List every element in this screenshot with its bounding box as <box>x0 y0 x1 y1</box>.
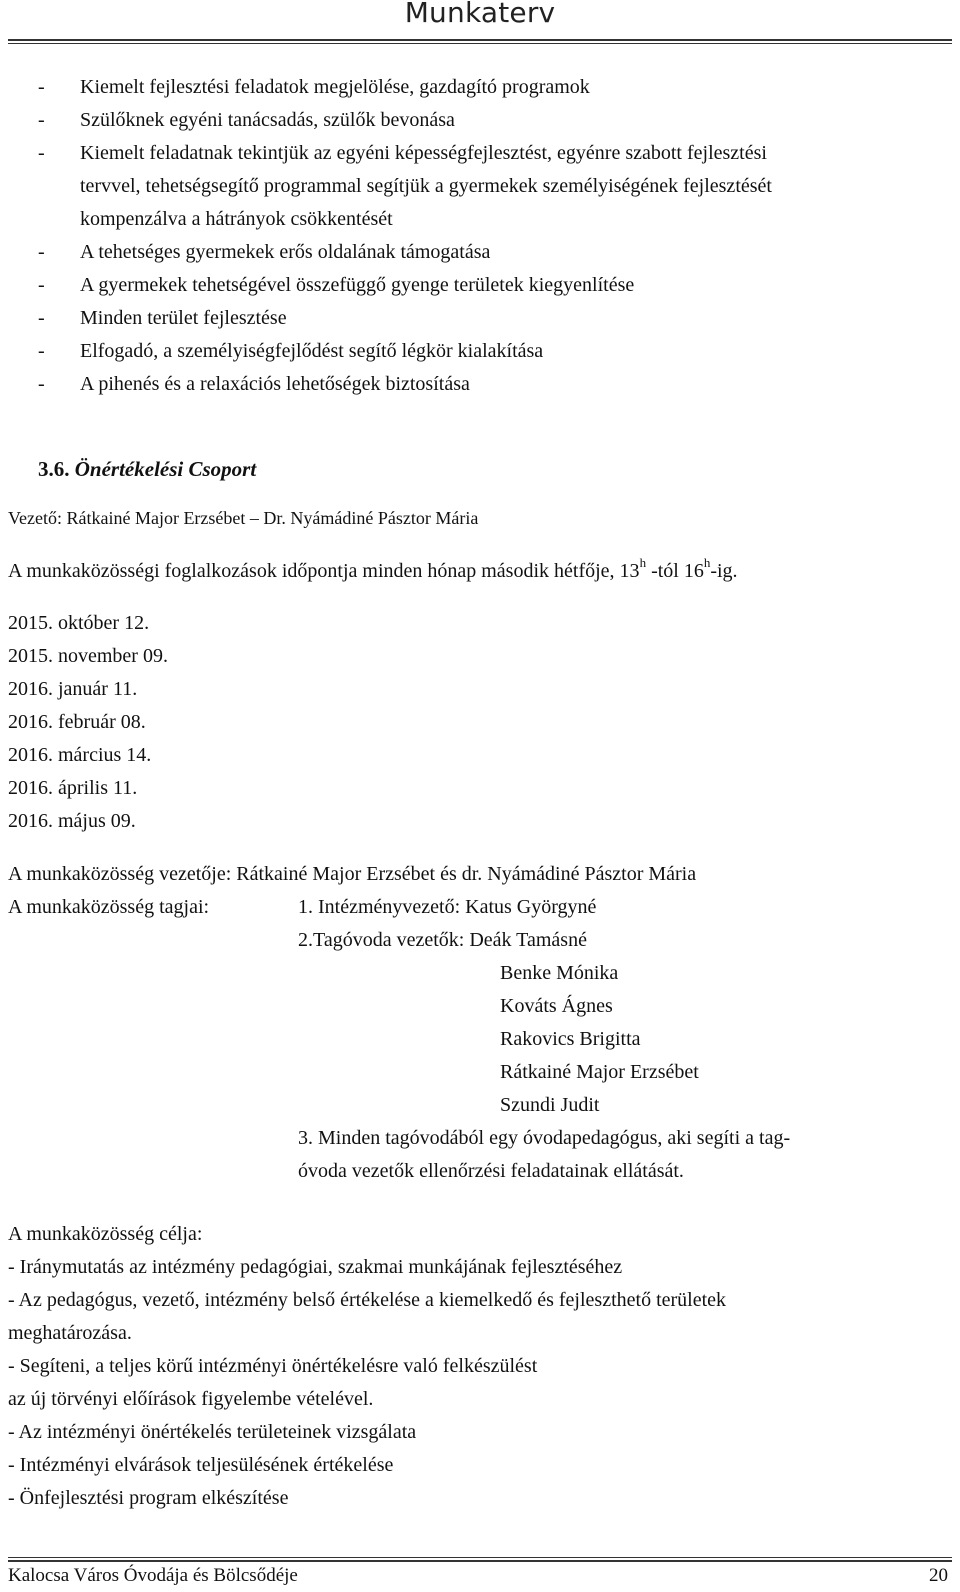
member-item: 3. Minden tagóvodából egy óvodapedagógus, aki segíti a tag- <box>298 1127 791 1149</box>
goal-line: - Intézményi elvárások teljesülésének értékelése <box>8 1454 394 1476</box>
footer-institution: Kalocsa Város Óvodája és Bölcsődéje <box>8 1565 298 1586</box>
bullet-text-continued: kompenzálva a hátrányok csökkentését <box>80 208 393 230</box>
header-rule <box>8 39 952 41</box>
schedule-sup-start: h <box>639 555 647 571</box>
bullet-text-continued: tervvel, tehetségsegítő programmal segítjük a gyermekek személyiségének fejlesztését <box>80 175 772 197</box>
bullet-dash: - <box>38 274 45 296</box>
footer-rule <box>8 1560 952 1562</box>
bullet-text: A tehetséges gyermekek erős oldalának támogatása <box>80 241 491 263</box>
goal-line: - Az pedagógus, vezető, intézmény belső értékelése a kiemelkedő és fejleszthető területek <box>8 1289 727 1311</box>
leader-line: A munkaközösség vezetője: Rátkainé Major Erzsébet és dr. Nyámádiné Pásztor Mária <box>8 863 697 885</box>
footer-rule-thin <box>8 1557 952 1558</box>
goal-line: meghatározása. <box>8 1322 132 1344</box>
meeting-date: 2016. április 11. <box>8 777 138 799</box>
member-item: 1. Intézményvezető: Katus Györgyné <box>298 896 597 918</box>
member-name: Rakovics Brigitta <box>500 1028 641 1050</box>
goal-heading: A munkaközösség célja: <box>8 1223 203 1245</box>
bullet-text: Minden terület fejlesztése <box>80 307 287 329</box>
member-name: Rátkainé Major Erzsébet <box>500 1061 699 1083</box>
section-heading <box>38 457 256 482</box>
schedule-text-mid: -tól 16 <box>646 560 704 582</box>
goal-line: - Az intézményi önértékelés területeinek vizsgálata <box>8 1421 417 1443</box>
bullet-dash: - <box>38 241 45 263</box>
meeting-date: 2016. február 08. <box>8 711 146 733</box>
goal-line: - Önfejlesztési program elkészítése <box>8 1487 289 1509</box>
member-name: Kováts Ágnes <box>500 995 613 1017</box>
bullet-text: Kiemelt feladatnak tekintjük az egyéni képességfejlesztést, egyénre szabott fejlesztési <box>80 142 767 164</box>
bullet-text: Kiemelt fejlesztési feladatok megjelölése, gazdagító programok <box>80 76 590 98</box>
bullet-dash: - <box>38 340 45 362</box>
member-name: Szundi Judit <box>500 1094 600 1116</box>
header-rule-thin <box>8 43 952 44</box>
page-number: 20 <box>929 1565 948 1586</box>
goal-line: - Segíteni, a teljes körű intézményi önértékelésre való felkészülést <box>8 1355 538 1377</box>
bullet-dash: - <box>38 142 45 164</box>
bullet-text: Elfogadó, a személyiségfejlődést segítő légkör kialakítása <box>80 340 544 362</box>
bullet-dash: - <box>38 373 45 395</box>
page-header-title: Munkaterv <box>404 0 556 29</box>
bullet-text: A pihenés és a relaxációs lehetőségek biztosítása <box>80 373 470 395</box>
goal-line: - Iránymutatás az intézmény pedagógiai, szakmai munkájának fejlesztéséhez <box>8 1256 623 1278</box>
member-item-continued: óvoda vezetők ellenőrzési feladatainak ellátását. <box>298 1160 684 1182</box>
meeting-date: 2015. november 09. <box>8 645 168 667</box>
goal-line: az új törvényi előírások figyelembe vételével. <box>8 1388 374 1410</box>
schedule-text: A munkaközösségi foglalkozások időpontja minden hónap második hétfője, 13 <box>8 560 640 582</box>
meeting-date: 2016. március 14. <box>8 744 152 766</box>
meeting-date: 2016. január 11. <box>8 678 138 700</box>
member-item: 2.Tagóvoda vezetők: Deák Tamásné <box>298 929 587 951</box>
bullet-text: A gyermekek tehetségével összefüggő gyenge területek kiegyenlítése <box>80 274 635 296</box>
bullet-dash: - <box>38 76 45 98</box>
bullet-dash: - <box>38 109 45 131</box>
section-number: 3.6. <box>38 457 70 481</box>
meeting-date: 2015. október 12. <box>8 612 150 634</box>
meeting-date: 2016. május 09. <box>8 810 136 832</box>
schedule-sup-end: h <box>703 555 711 571</box>
schedule-line <box>8 555 738 583</box>
members-label: A munkaközösség tagjai: <box>8 896 210 918</box>
section-leader: Vezető: Rátkainé Major Erzsébet – Dr. Nyámádiné Pásztor Mária <box>8 508 479 528</box>
section-title: Önértékelési Csoport <box>74 457 257 481</box>
bullet-text: Szülőknek egyéni tanácsadás, szülők bevonása <box>80 109 455 131</box>
bullet-dash: - <box>38 307 45 329</box>
member-name: Benke Mónika <box>500 962 619 984</box>
schedule-text-end: -ig. <box>710 560 738 582</box>
